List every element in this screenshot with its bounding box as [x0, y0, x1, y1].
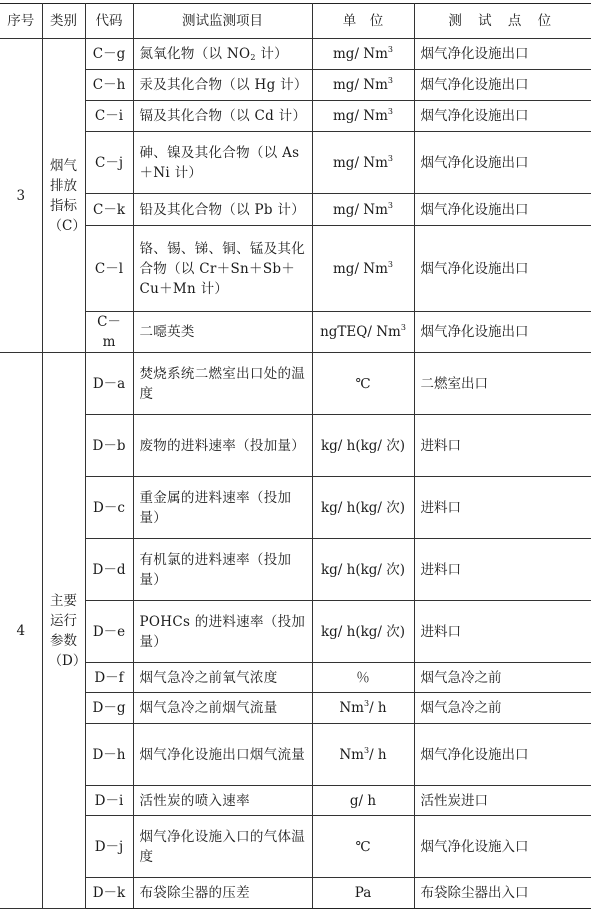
code-cell: C－k [85, 194, 133, 226]
unit-cell: g/ h [312, 786, 414, 816]
item-cell: 砷、镍及其化合物（以 As＋Ni 计） [133, 132, 312, 194]
item-cell: POHCs 的进料速率（投加量） [133, 601, 312, 663]
point-cell: 烟气净化设施出口 [414, 39, 591, 70]
unit-cell: kg/ h(kg/ 次) [312, 477, 414, 539]
table-row [0, 786, 591, 816]
code-cell: C－j [85, 132, 133, 194]
item-cell: 烟气急冷之前烟气流量 [133, 693, 312, 724]
table-row [0, 353, 591, 415]
point-cell: 进料口 [414, 601, 591, 663]
code-cell: D－d [85, 539, 133, 601]
code-cell: D－i [85, 786, 133, 816]
table-row [0, 601, 591, 663]
col-header-category: 类别 [42, 4, 85, 39]
table-row [0, 693, 591, 724]
unit-cell: mg/ Nm$^3$ [312, 132, 414, 194]
table-row [0, 312, 591, 353]
point-cell: 烟气急冷之前 [414, 693, 591, 724]
group-category: 主要运行参数（D） [42, 353, 85, 909]
code-cell: C－h [85, 70, 133, 101]
group-number: 3 [0, 39, 42, 353]
unit-cell: Nm$^3$/ h [312, 693, 414, 724]
code-cell: D－h [85, 724, 133, 786]
point-cell: 进料口 [414, 539, 591, 601]
code-cell: D－e [85, 601, 133, 663]
point-cell: 进料口 [414, 477, 591, 539]
code-cell: D－c [85, 477, 133, 539]
code-cell: D－a [85, 353, 133, 415]
table-row [0, 132, 591, 194]
point-cell: 烟气净化设施出口 [414, 312, 591, 353]
item-cell: 活性炭的喷入速率 [133, 786, 312, 816]
point-cell: 烟气净化设施入口 [414, 816, 591, 878]
unit-cell: Pa [312, 878, 414, 909]
item-cell: 氮氧化物（以 $NO_2$ 计） [133, 39, 312, 70]
monitoring-table [0, 3, 591, 909]
point-cell: 二燃室出口 [414, 353, 591, 415]
unit-cell: kg/ h(kg/ 次) [312, 415, 414, 477]
table-row [0, 194, 591, 226]
unit-cell: mg/ Nm$^3$ [312, 70, 414, 101]
col-header-no: 序号 [0, 4, 42, 39]
item-cell: 焚烧系统二燃室出口处的温度 [133, 353, 312, 415]
code-cell: D－k [85, 878, 133, 909]
code-cell: C－l [85, 226, 133, 312]
code-cell: C－m [85, 312, 133, 353]
unit-cell: kg/ h(kg/ 次) [312, 539, 414, 601]
unit-cell: mg/ Nm$^3$ [312, 39, 414, 70]
unit-cell: ℃ [312, 353, 414, 415]
table-row [0, 226, 591, 312]
col-header-code: 代码 [85, 4, 133, 39]
unit-cell: mg/ Nm$^3$ [312, 226, 414, 312]
item-cell: 铅及其化合物（以 Pb 计） [133, 194, 312, 226]
col-header-point: 测 试 点 位 [414, 4, 591, 39]
item-cell: 有机氯的进料速率（投加量） [133, 539, 312, 601]
item-cell: 汞及其化合物（以 Hg 计） [133, 70, 312, 101]
table-row [0, 70, 591, 101]
code-cell: C－i [85, 101, 133, 132]
point-cell: 烟气净化设施出口 [414, 132, 591, 194]
unit-cell: ngTEQ/ Nm$^3$ [312, 312, 414, 353]
unit-cell: kg/ h(kg/ 次) [312, 601, 414, 663]
table-row [0, 415, 591, 477]
point-cell: 烟气净化设施出口 [414, 194, 591, 226]
table-row [0, 878, 591, 909]
item-cell: 重金属的进料速率（投加量） [133, 477, 312, 539]
col-header-item: 测试监测项目 [133, 4, 312, 39]
unit-cell: ℃ [312, 816, 414, 878]
table-row [0, 816, 591, 878]
code-cell: D－b [85, 415, 133, 477]
point-cell: 烟气净化设施出口 [414, 70, 591, 101]
header-row [0, 4, 591, 39]
item-cell: 铬、锡、锑、铜、锰及其化合物（以 Cr＋Sn＋Sb＋Cu＋Mn 计） [133, 226, 312, 312]
group-number: 4 [0, 353, 42, 909]
point-cell: 烟气净化设施出口 [414, 101, 591, 132]
item-cell: 烟气净化设施入口的气体温度 [133, 816, 312, 878]
col-header-unit: 单 位 [312, 4, 414, 39]
item-cell: 镉及其化合物（以 Cd 计） [133, 101, 312, 132]
table-row [0, 477, 591, 539]
item-cell: 烟气急冷之前氧气浓度 [133, 663, 312, 693]
code-cell: D－g [85, 693, 133, 724]
point-cell: 烟气净化设施出口 [414, 724, 591, 786]
table-row [0, 539, 591, 601]
table-row [0, 724, 591, 786]
table-row [0, 663, 591, 693]
table-row [0, 39, 591, 70]
point-cell: 烟气急冷之前 [414, 663, 591, 693]
point-cell: 进料口 [414, 415, 591, 477]
item-cell: 二噁英类 [133, 312, 312, 353]
point-cell: 活性炭进口 [414, 786, 591, 816]
code-cell: D－j [85, 816, 133, 878]
group-category: 烟气排放指标（C） [42, 39, 85, 353]
item-cell: 布袋除尘器的压差 [133, 878, 312, 909]
item-cell: 废物的进料速率（投加量） [133, 415, 312, 477]
unit-cell: Nm$^3$/ h [312, 724, 414, 786]
unit-cell: mg/ Nm$^3$ [312, 194, 414, 226]
unit-cell: ％ [312, 663, 414, 693]
unit-cell: mg/ Nm$^3$ [312, 101, 414, 132]
item-cell: 烟气净化设施出口烟气流量 [133, 724, 312, 786]
point-cell: 烟气净化设施出口 [414, 226, 591, 312]
code-cell: C－g [85, 39, 133, 70]
point-cell: 布袋除尘器出入口 [414, 878, 591, 909]
code-cell: D－f [85, 663, 133, 693]
table-row [0, 101, 591, 132]
